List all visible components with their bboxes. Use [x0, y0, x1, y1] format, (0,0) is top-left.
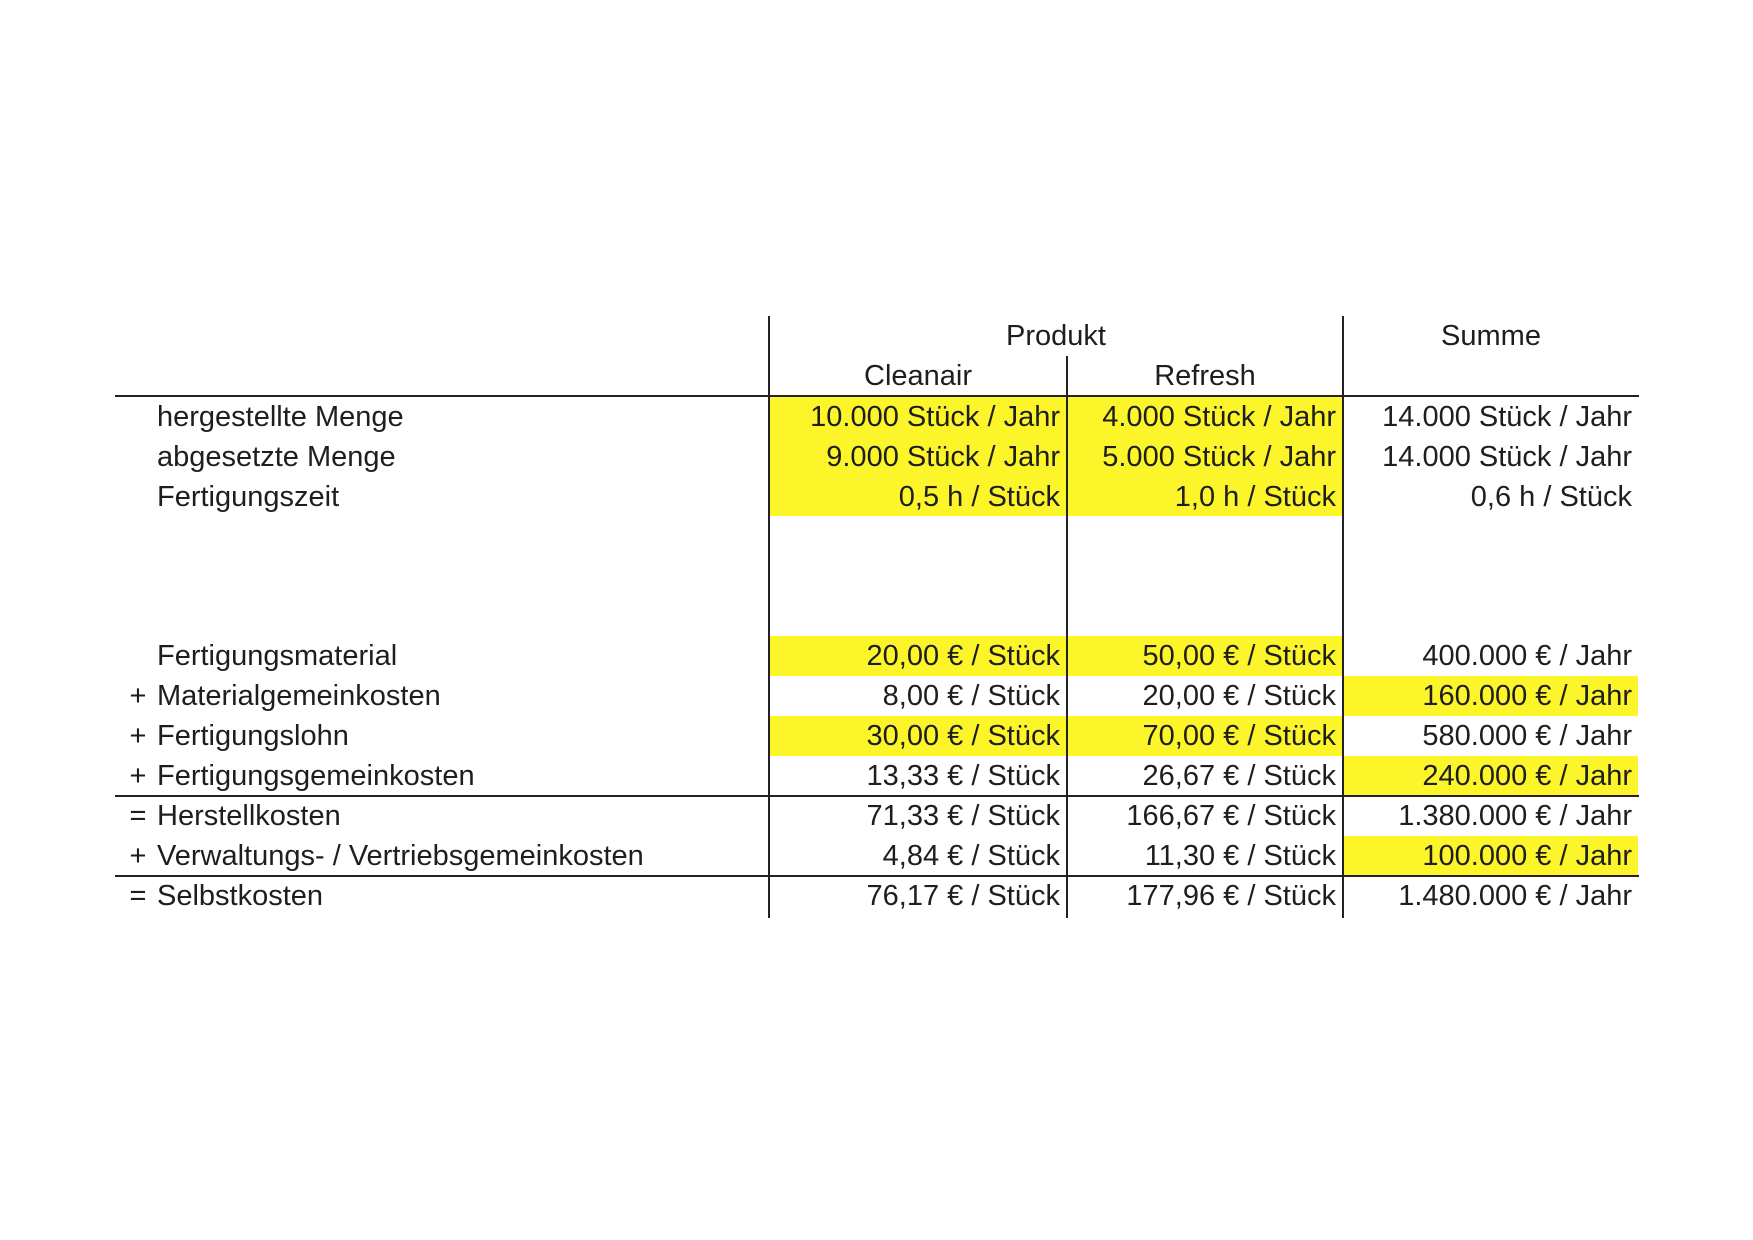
cell-refresh: 166,67 € / Stück [1126, 800, 1336, 832]
row-label: Materialgemeinkosten [157, 680, 441, 712]
cell-refresh: 20,00 € / Stück [1142, 680, 1336, 712]
header-summe: Summe [1441, 320, 1541, 352]
row-operator: + [129, 720, 147, 752]
divider-label-column [768, 316, 770, 918]
cell-summe: 14.000 Stück / Jahr [1382, 441, 1632, 473]
row-label: Fertigungszeit [157, 481, 340, 513]
cell-summe: 0,6 h / Stück [1470, 481, 1632, 513]
cell-summe: 100.000 € / Jahr [1344, 836, 1638, 876]
cell-summe: 14.000 Stück / Jahr [1382, 401, 1632, 433]
cell-cleanair: 4,84 € / Stück [882, 840, 1060, 872]
cell-refresh: 1,0 h / Stück [1068, 477, 1342, 516]
cell-refresh: 50,00 € / Stück [1068, 636, 1342, 676]
row-label: Fertigungslohn [157, 720, 349, 752]
row-label: Herstellkosten [157, 800, 341, 832]
row-operator [120, 437, 156, 477]
row-operator: + [129, 680, 147, 712]
table-row-fertigungslohn [0, 716, 1753, 756]
cell-summe: 160.000 € / Jahr [1344, 676, 1638, 716]
table-row-herstellkosten [0, 796, 1753, 836]
cell-cleanair: 0,5 h / Stück [770, 477, 1066, 516]
row-label: hergestellte Menge [157, 401, 404, 433]
row-operator: = [129, 800, 147, 832]
table-row-fertigungszeit [0, 477, 1753, 517]
cell-summe: 240.000 € / Jahr [1344, 756, 1638, 796]
cell-refresh: 70,00 € / Stück [1068, 716, 1342, 756]
cell-summe: 400.000 € / Jahr [1422, 640, 1632, 672]
row-label: abgesetzte Menge [157, 441, 396, 473]
divider-selbstkosten [115, 875, 1639, 877]
cell-cleanair: 8,00 € / Stück [882, 680, 1060, 712]
cell-cleanair: 9.000 Stück / Jahr [770, 437, 1066, 477]
cell-cleanair: 71,33 € / Stück [866, 800, 1060, 832]
divider-produkt-summe [1342, 316, 1344, 918]
row-label: Fertigungsmaterial [157, 640, 398, 672]
table-row-hergestellte-menge [0, 397, 1753, 437]
header-produkt: Produkt [1006, 320, 1106, 352]
table-row-selbstkosten [0, 876, 1753, 916]
row-operator: + [129, 760, 147, 792]
table-row-fertigungsgemeinkosten [0, 756, 1753, 796]
cell-refresh: 4.000 Stück / Jahr [1068, 397, 1342, 437]
table-row-verwaltungs-vertriebsgemeinkosten [0, 836, 1753, 876]
row-label: Verwaltungs- / Vertriebsgemeinkosten [157, 840, 644, 872]
table-row-fertigungsmaterial [0, 636, 1753, 676]
cell-summe: 1.480.000 € / Jahr [1398, 880, 1632, 912]
row-operator [120, 397, 156, 437]
cell-refresh: 5.000 Stück / Jahr [1068, 437, 1342, 477]
row-operator [120, 636, 156, 676]
row-operator: = [129, 880, 147, 912]
row-operator: + [129, 840, 147, 872]
divider-cleanair-refresh [1066, 356, 1068, 918]
table-row-abgesetzte-menge [0, 437, 1753, 477]
row-label: Selbstkosten [157, 880, 324, 912]
header-cleanair: Cleanair [864, 360, 972, 392]
cell-cleanair: 10.000 Stück / Jahr [770, 397, 1066, 437]
cell-summe: 1.380.000 € / Jahr [1398, 800, 1632, 832]
cell-summe: 580.000 € / Jahr [1422, 720, 1632, 752]
cell-cleanair: 30,00 € / Stück [770, 716, 1066, 756]
divider-herstellkosten [115, 795, 1639, 797]
divider-header [115, 395, 1639, 397]
cell-refresh: 26,67 € / Stück [1142, 760, 1336, 792]
cell-cleanair: 20,00 € / Stück [770, 636, 1066, 676]
cell-cleanair: 13,33 € / Stück [866, 760, 1060, 792]
cell-cleanair: 76,17 € / Stück [866, 880, 1060, 912]
cell-refresh: 177,96 € / Stück [1126, 880, 1336, 912]
cell-refresh: 11,30 € / Stück [1144, 840, 1336, 872]
table-row-materialgemeinkosten [0, 676, 1753, 716]
header-refresh: Refresh [1154, 360, 1256, 392]
row-operator [120, 477, 156, 517]
row-label: Fertigungsgemeinkosten [157, 760, 475, 792]
